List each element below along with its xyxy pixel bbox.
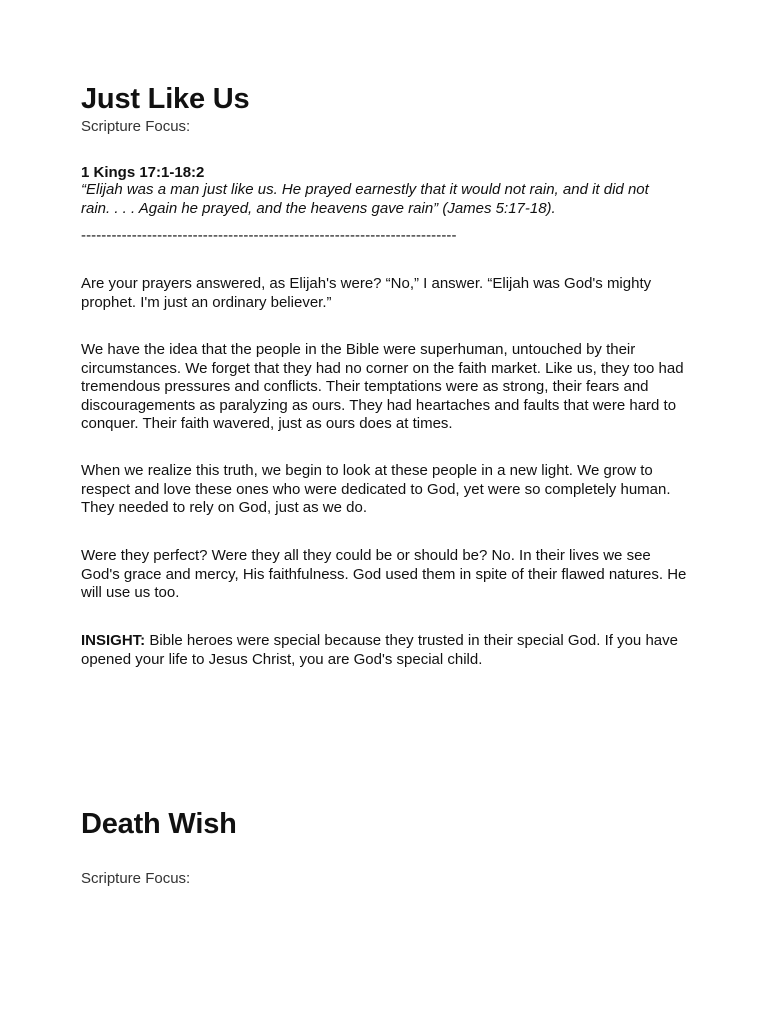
scripture-focus-label: Scripture Focus: xyxy=(81,870,191,887)
body-paragraph: When we realize this truth, we begin to look at these people in a new light. We grow to respect and love these ones who were dedicated to God, yet were so completely human. They needed to rely on God, just as we do. xyxy=(81,462,671,516)
devotion-title: Death Wish xyxy=(81,808,237,840)
devotion-title: Just Like Us xyxy=(81,83,250,115)
insight-label: INSIGHT: xyxy=(81,632,146,649)
insight-paragraph xyxy=(81,632,689,669)
scripture-focus-label: Scripture Focus: xyxy=(81,118,191,135)
body-paragraph: We have the idea that the people in the Bible were superhuman, untouched by their circumstances. We forget that they had no corner on the faith market. Like us, they too had tremendous pressures and conflicts. Their temptations were as strong, their fears and discouragements as paralyzing as ours. They had heartaches and faults that were hard to conquer. Their faith wavered, just as ours does at times. xyxy=(81,341,684,432)
insight-text: Bible heroes were special because they trusted in their special God. If you have opened your life to Jesus Christ, you are God's special child. xyxy=(81,632,678,668)
scripture-quote: “Elijah was a man just like us. He prayed earnestly that it would not rain, and it did not rain. . . . Again he prayed, and the heavens gave rain” (James 5:17-18). xyxy=(81,181,649,217)
body-paragraph: Are your prayers answered, as Elijah's were? “No,” I answer. “Elijah was God's mighty prophet. I'm just an ordinary believer.” xyxy=(81,275,652,311)
section-divider: -------------------------------------------------------------------------- xyxy=(81,227,457,244)
body-paragraph: Were they perfect? Were they all they could be or should be? No. In their lives we see God's grace and mercy, His faithfulness. God used them in spite of their flawed natures. He will use us too. xyxy=(81,547,687,601)
scripture-reference: 1 Kings 17:1-18:2 xyxy=(81,164,205,181)
